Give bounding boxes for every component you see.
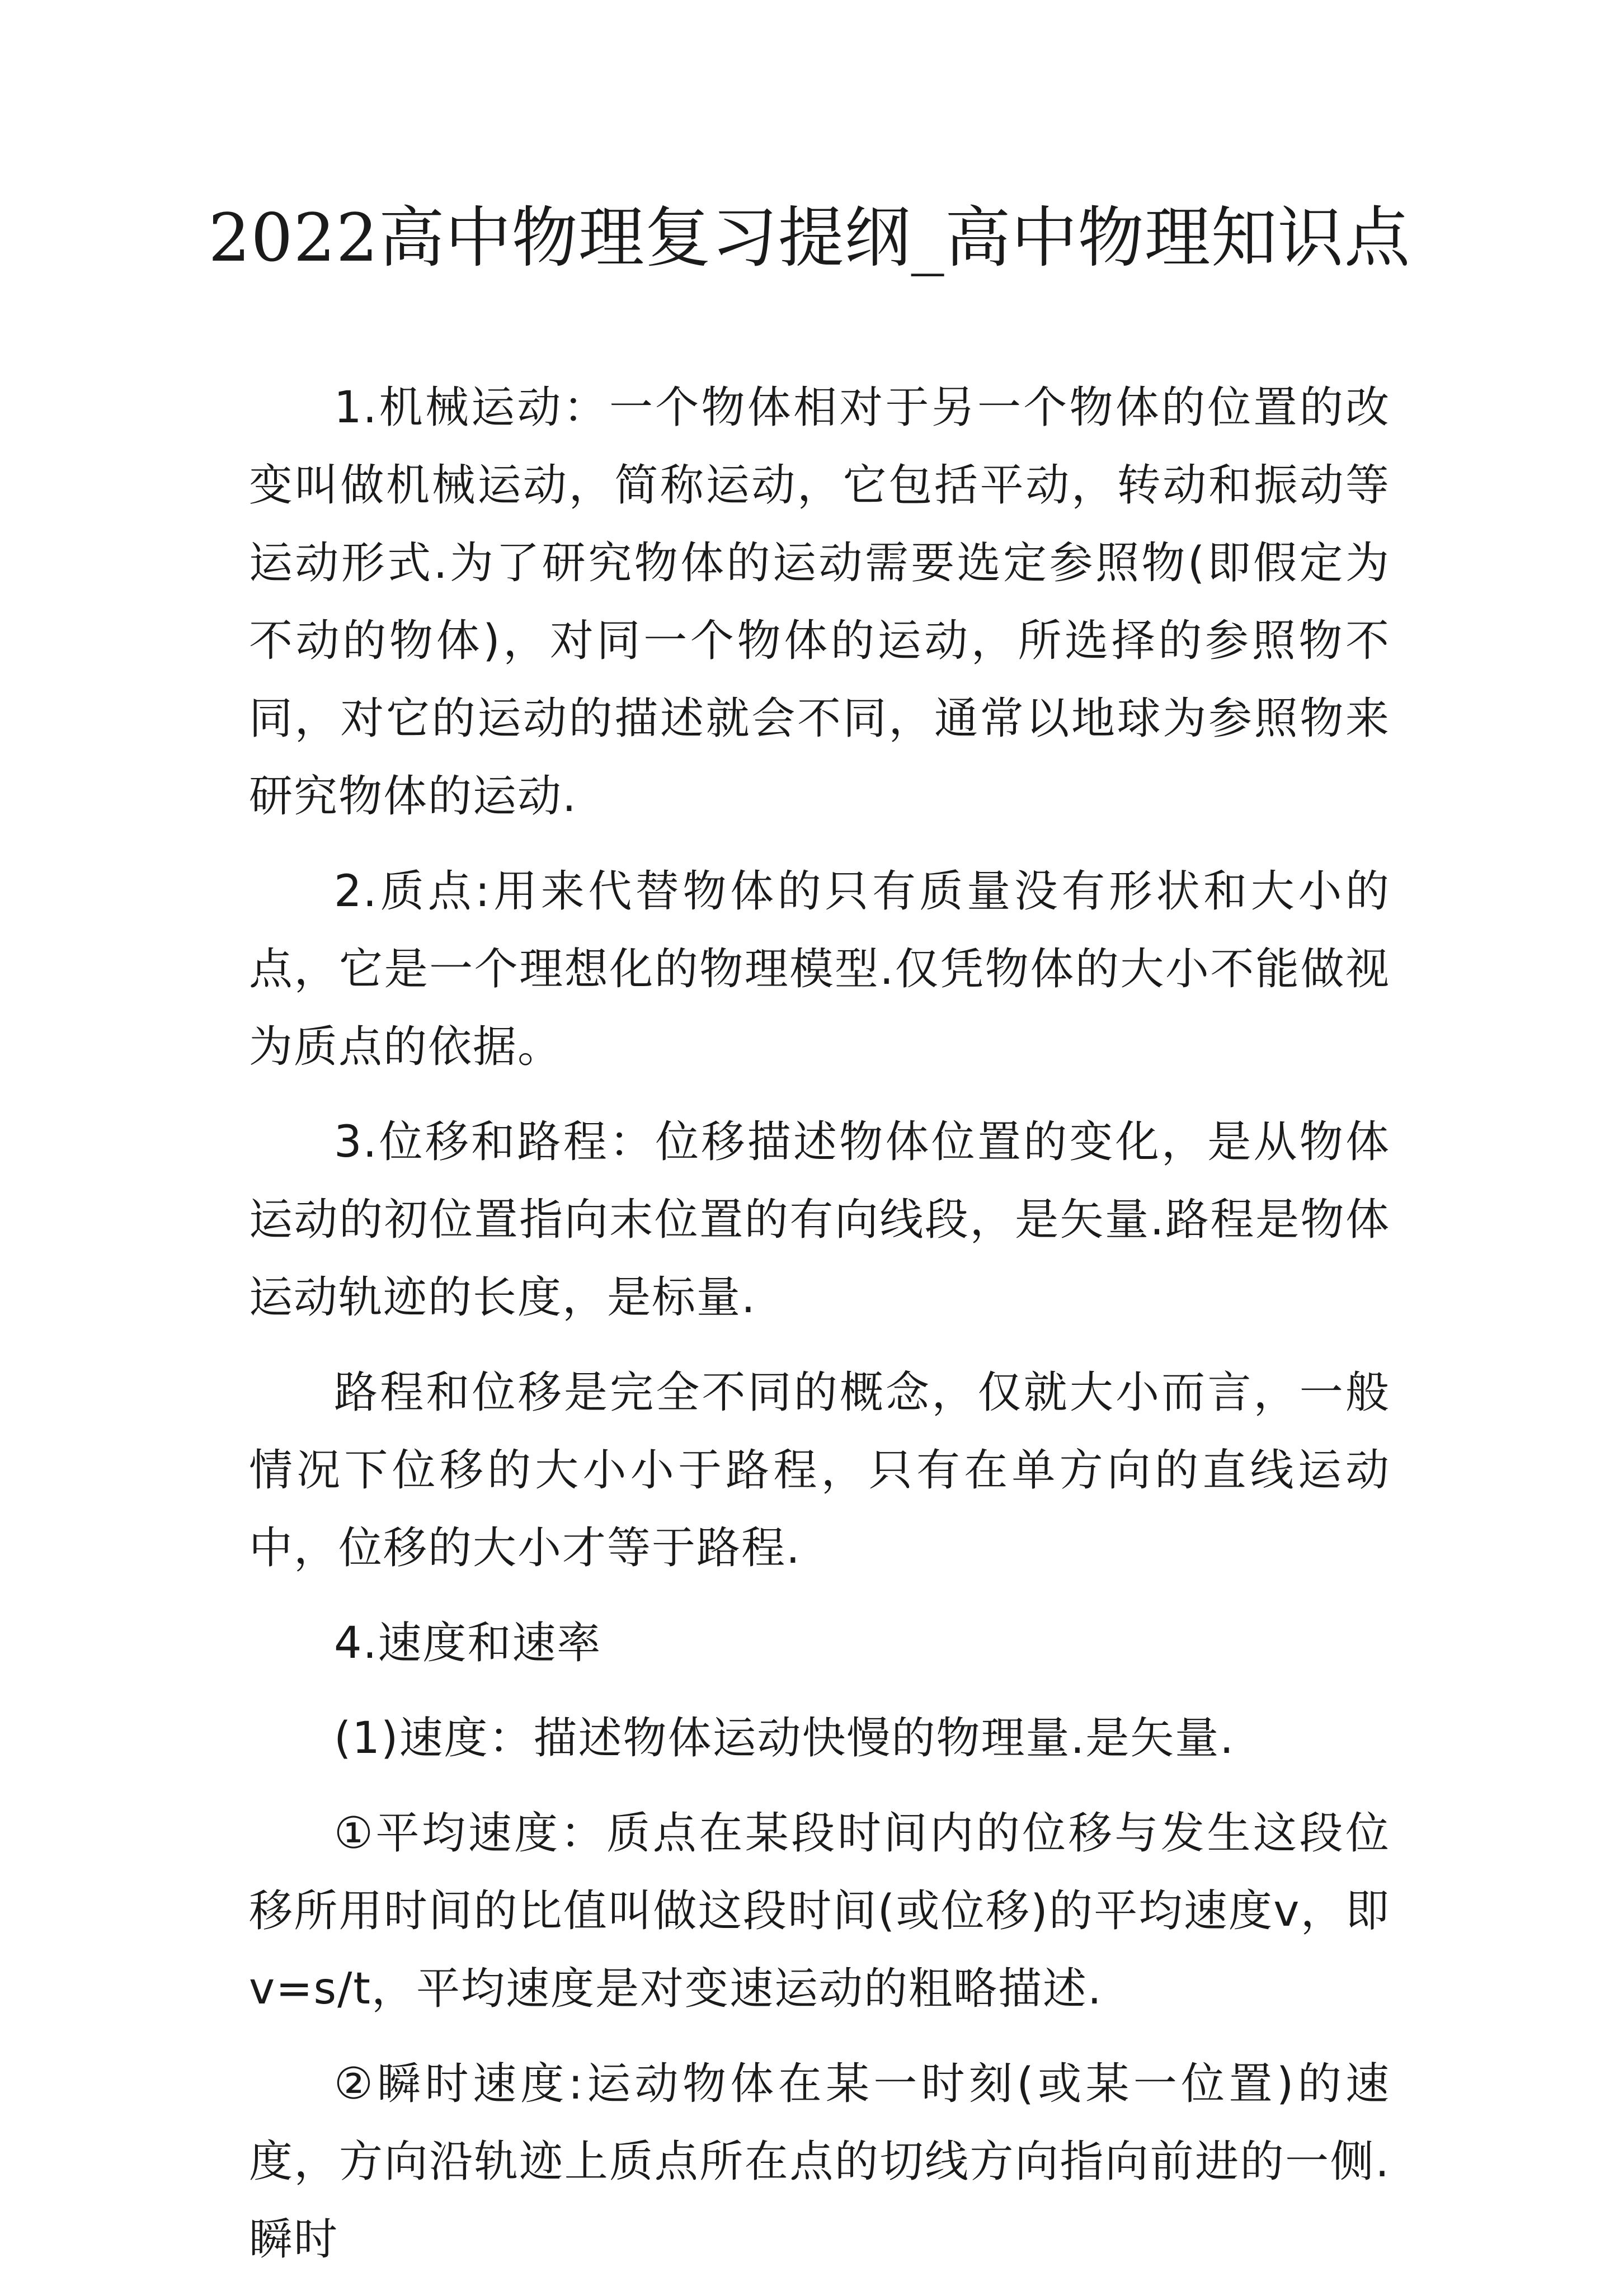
paragraph-distance-vs-displacement: 路程和位移是完全不同的概念，仅就大小而言，一般情况下位移的大小小于路程，只有在单方向的直线运动中，位移的大小才等于路程. [249,1368,1390,1573]
paragraph-displacement-distance: 3.位移和路程：位移描述物体位置的变化，是从物体运动的初位置指向末位置的有向线段，是矢量.路程是物体运动轨迹的长度，是标量. [249,1117,1390,1323]
document-body [249,369,1390,2296]
paragraph-particle: 2.质点:用来代替物体的只有质量没有形状和大小的点，它是一个理想化的物理模型.仅凭物体的大小不能做视为质点的依据。 [249,866,1390,1072]
paragraph-mechanical-motion: 1.机械运动：一个物体相对于另一个物体的位置的改变叫做机械运动，简称运动，它包括平动，转动和振动等运动形式.为了研究物体的运动需要选定参照物(即假定为不动的物体)，对同一个物体的运动，所选择的参照物不同，对它的运动的描述就会不同，通常以地球为参照物来研究物体的运动. [249,383,1390,822]
paragraph-velocity-speed-heading: 4.速度和速率 [334,1618,602,1668]
paragraph-velocity-definition: (1)速度：描述物体运动快慢的物理量.是矢量. [334,1713,1235,1764]
paragraph-instantaneous-velocity: ②瞬时速度:运动物体在某一时刻(或某一位置)的速度，方向沿轨迹上质点所在点的切线方向指向前进的一侧.瞬时 [249,2059,1390,2265]
paragraph-average-velocity: ①平均速度：质点在某段时间内的位移与发生这段位移所用时间的比值叫做这段时间(或位移)的平均速度v，即v=s/t，平均速度是对变速运动的粗略描述. [249,1808,1390,2014]
document-title: 2022高中物理复习提纲_高中物理知识点 [208,199,1411,276]
